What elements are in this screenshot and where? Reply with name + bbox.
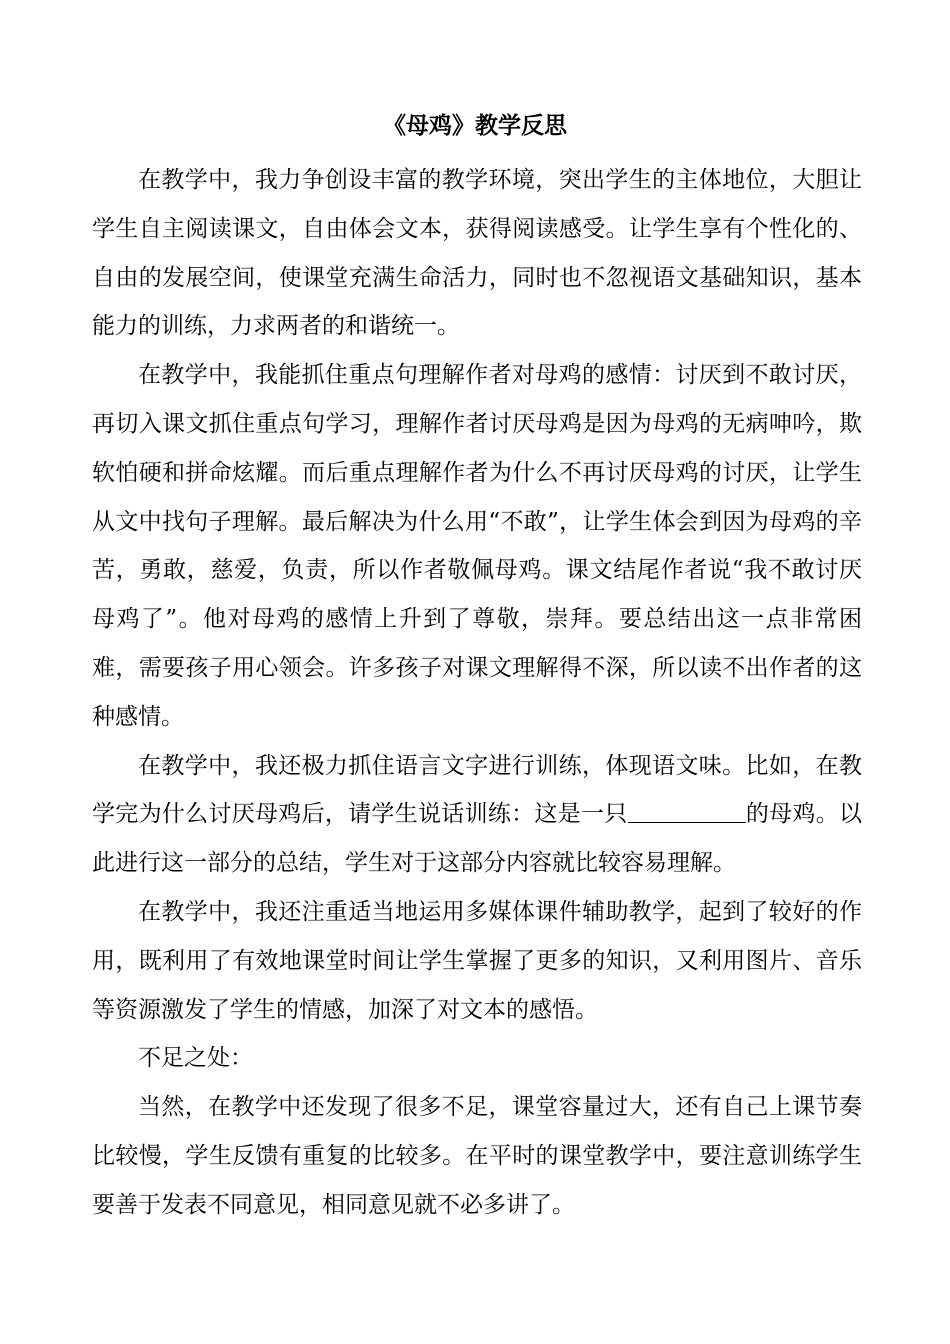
paragraph-3-after-blank: 的母鸡。以此进行这一部分的总结，学生对于这部分内容就比较容易理解。 [92, 801, 863, 877]
paragraph-2: 在教学中，我能抓住重点句理解作者对母鸡的感情：讨厌到不敢讨厌，再切入课文抓住重点句学习，理解作者讨厌母鸡是因为母鸡的无病呻吟，欺软怕硬和拼命炫耀。而后重点理解作者为什么不再讨厌母鸡的讨厌，让学生从文中找句子理解。最后解决为什么用“不敢”，让学生体会到因为母鸡的辛苦，勇敢，慈爱，负责，所以作者敬佩母鸡。课文结尾作者说“我不敢讨厌母鸡了”。他对母鸡的感情上升到了尊敬，崇拜。要总结出这一点非常困难，需要孩子用心领会。许多孩子对课文理解得不深，所以读不出作者的这种感情。 [92, 362, 862, 730]
section-heading-shortcomings: 不足之处： [138, 1045, 253, 1072]
document-title: 《母鸡》教学反思 [383, 112, 567, 139]
paragraph-1: 在教学中，我力争创设丰富的教学环境，突出学生的主体地位，大胆让学生自主阅读课文，自由体会文本，获得阅读感受。让学生享有个性化的、自由的发展空间，使课堂充满生命活力，同时也不忽视语文基础知识，基本能力的训练，力求两者的和谐统一。 [92, 167, 862, 340]
paragraph-6: 当然，在教学中还发现了很多不足，课堂容量过大，还有自己上课节奏比较慢，学生反馈有重复的比较多。在平时的课堂教学中，要注意训练学生要善于发表不同意见，相同意见就不必多讲了。 [92, 1094, 862, 1218]
paragraph-4: 在教学中，我还注重适当地运用多媒体课件辅助教学，起到了较好的作用，既利用了有效地课堂时间让学生掌握了更多的知识，又利用图片、音乐等资源激发了学生的情感，加深了对文本的感悟。 [92, 898, 862, 1023]
fill-in-blank-line [628, 799, 746, 823]
paragraph-3-before-blank: 在教学中，我还极力抓住语言文字进行训练，体现语文味。比如，在教学完为什么讨厌母鸡后，请学生说话训练：这是一只 [92, 752, 862, 828]
paragraph-3 [92, 742, 862, 888]
document-body [92, 156, 862, 1230]
